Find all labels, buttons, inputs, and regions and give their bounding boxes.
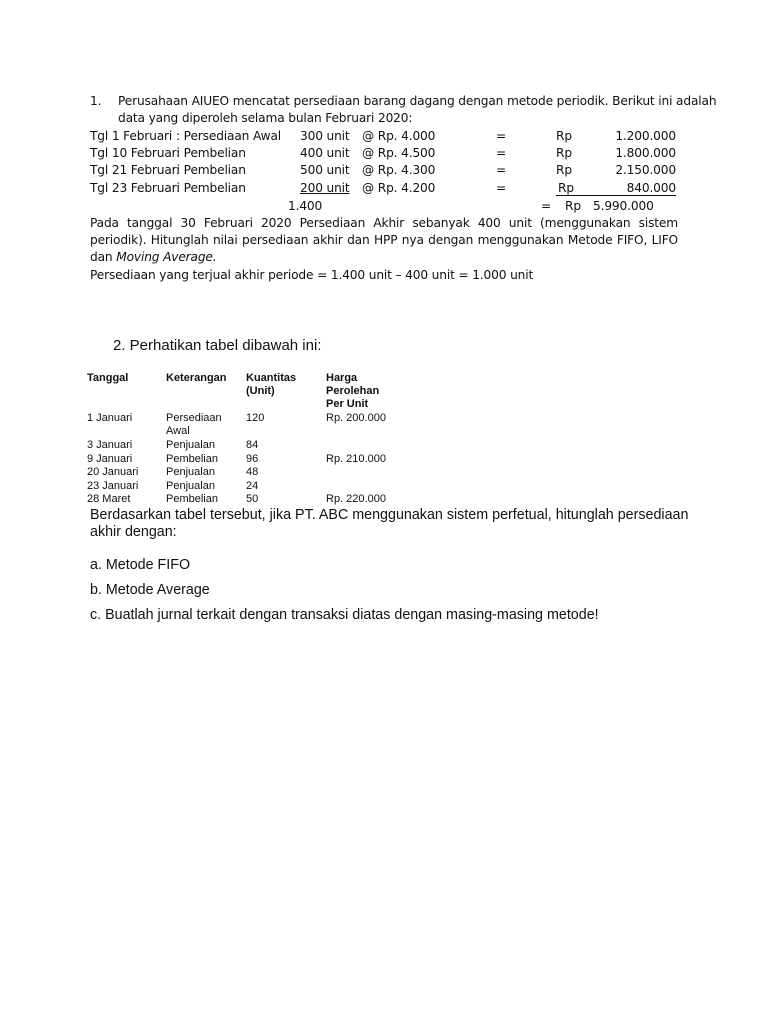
header-tanggal: Tanggal <box>87 372 129 384</box>
table-cell-tanggal: 20 Januari <box>87 466 139 478</box>
sold-units-line: Persediaan yang terjual akhir periode = 1.400 unit – 400 unit = 1.000 unit <box>90 268 534 282</box>
row-desc: : Persediaan Awal <box>176 129 282 143</box>
question-2-heading: 2. Perhatikan tabel dibawah ini: <box>113 337 322 354</box>
row-price: @ Rp. 4.500 <box>362 146 436 160</box>
table-cell-tanggal: 1 Januari <box>87 412 133 424</box>
question-1-intro-line-1: Perusahaan AIUEO mencatat persediaan barang dagang dengan metode periodik. Berikut ini adalah <box>118 94 717 108</box>
row-qty: 400 unit <box>300 146 350 160</box>
table-cell-keterangan-cont: Awal <box>166 425 190 437</box>
instruction-line-1: Berdasarkan tabel tersebut, jika PT. ABC menggunakan sistem perfetual, hitunglah persediaan <box>90 507 689 523</box>
table-cell-kuantitas: 96 <box>246 453 259 465</box>
total-underline <box>556 195 676 196</box>
header-keterangan: Keterangan <box>166 372 227 384</box>
header-kuantitas: Kuantitas <box>246 372 297 384</box>
header-harga: Harga <box>326 372 358 384</box>
row-amount: 1.800.000 <box>615 146 676 160</box>
row-date: Tgl 21 Februari <box>90 163 180 177</box>
table-cell-kuantitas: 48 <box>246 466 259 478</box>
row-equals: = <box>496 129 507 143</box>
row-price: @ Rp. 4.000 <box>362 129 436 143</box>
item-a: a. Metode FIFO <box>90 557 191 573</box>
table-cell-tanggal: 23 Januari <box>87 480 139 492</box>
table-cell-kuantitas: 24 <box>246 480 259 492</box>
row-rp: Rp <box>558 181 574 195</box>
row-equals: = <box>496 163 507 177</box>
row-rp: Rp <box>556 146 572 160</box>
row-equals: = <box>496 146 507 160</box>
row-desc: : Pembelian <box>176 163 246 177</box>
table-cell-tanggal: 28 Maret <box>87 493 131 505</box>
item-c: c. Buatlah jurnal terkait dengan transaksi diatas dengan masing-masing metode! <box>90 607 599 623</box>
table-cell-tanggal: 3 Januari <box>87 439 133 451</box>
row-qty: 200 unit <box>300 181 350 195</box>
row-desc: : Pembelian <box>176 181 246 195</box>
total-quantity: 1.400 <box>288 199 323 213</box>
row-price: @ Rp. 4.200 <box>362 181 436 195</box>
table-cell-keterangan: Penjualan <box>166 439 215 451</box>
item-b: b. Metode Average <box>90 582 210 598</box>
row-amount: 840.000 <box>626 181 676 195</box>
table-cell-keterangan: Pembelian <box>166 453 218 465</box>
header-harga-per-unit: Per Unit <box>326 398 369 410</box>
table-cell-keterangan: Penjualan <box>166 480 215 492</box>
paragraph-italic: Moving Average. <box>116 250 217 264</box>
question-1-intro-line-2: data yang diperoleh selama bulan Februari 2020: <box>118 111 413 125</box>
table-cell-tanggal: 9 Januari <box>87 453 133 465</box>
table-cell-harga: Rp. 220.000 <box>326 493 386 505</box>
row-qty: 500 unit <box>300 163 350 177</box>
table-cell-keterangan: Pembelian <box>166 493 218 505</box>
header-harga-perolehan: Perolehan <box>326 385 380 397</box>
row-amount: 1.200.000 <box>615 129 676 143</box>
row-amount: 2.150.000 <box>615 163 676 177</box>
row-price: @ Rp. 4.300 <box>362 163 436 177</box>
row-date: Tgl 23 Februari <box>90 181 180 195</box>
row-desc: : Pembelian <box>176 146 246 160</box>
row-rp: Rp <box>556 129 572 143</box>
table-cell-harga: Rp. 200.000 <box>326 412 386 424</box>
row-equals: = <box>496 181 507 195</box>
row-qty: 300 unit <box>300 129 350 143</box>
table-cell-harga: Rp. 210.000 <box>326 453 386 465</box>
total-amount: 5.990.000 <box>593 199 654 213</box>
header-kuantitas-unit: (Unit) <box>246 385 275 397</box>
table-cell-keterangan: Penjualan <box>166 466 215 478</box>
paragraph-main: Pada tanggal 30 Februari 2020 Persediaan Akhir sebanyak 400 unit (menggunakan sistem periodik). Hitunglah nilai persediaan akhir dan HPP nya dengan menggunakan Metode FIFO, LIFO dan <box>90 216 678 264</box>
row-date: Tgl 1 Februari <box>90 129 173 143</box>
instruction-line-2: akhir dengan: <box>90 524 177 540</box>
total-rp: Rp <box>565 199 581 213</box>
question-1-paragraph <box>90 215 678 266</box>
table-cell-kuantitas: 50 <box>246 493 259 505</box>
total-equals: = <box>541 199 552 213</box>
question-1-number: 1. <box>90 94 102 108</box>
table-cell-kuantitas: 84 <box>246 439 259 451</box>
table-cell-kuantitas: 120 <box>246 412 265 424</box>
table-cell-keterangan: Persediaan <box>166 412 222 424</box>
row-date: Tgl 10 Februari <box>90 146 180 160</box>
row-rp: Rp <box>556 163 572 177</box>
